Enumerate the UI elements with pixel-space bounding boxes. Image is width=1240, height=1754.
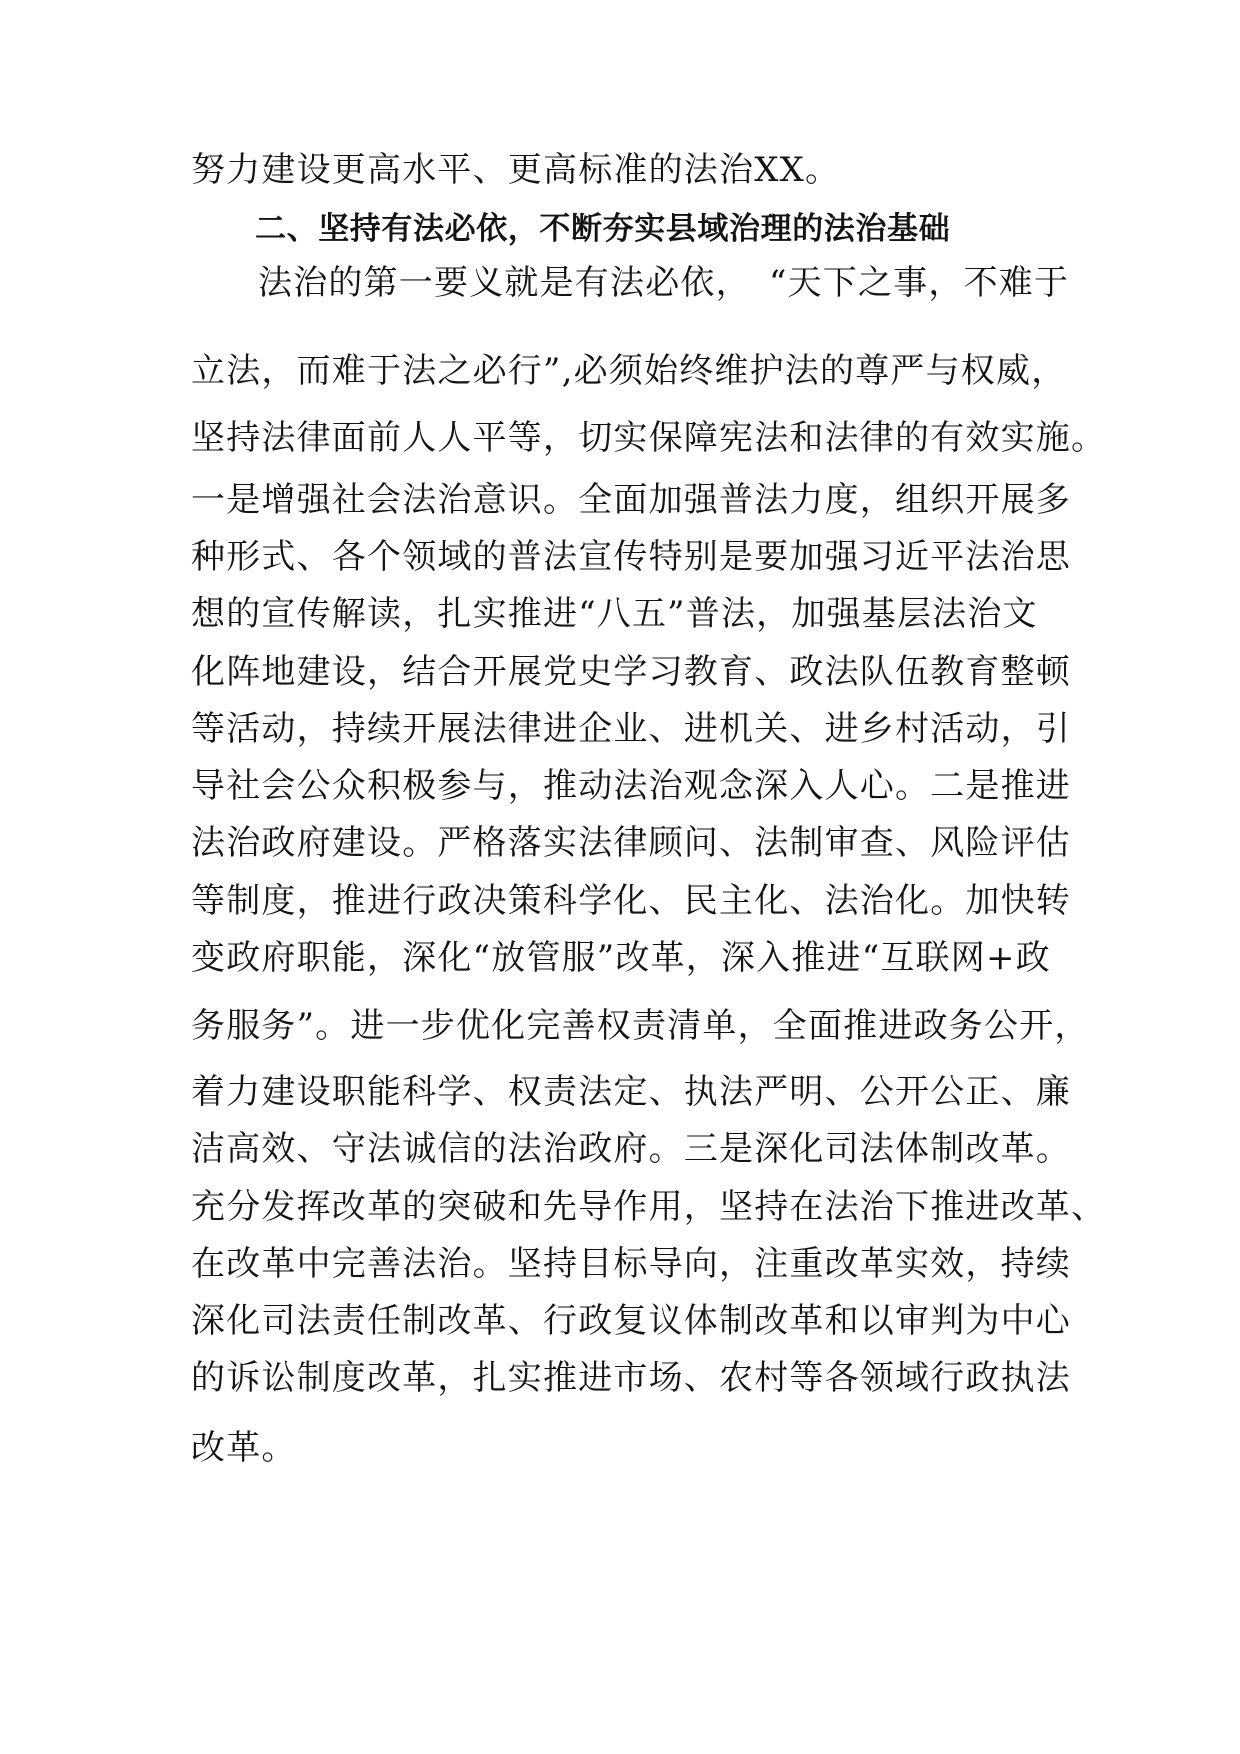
paragraph-line: 深化司法责任制改革、行政复议体制改革和以审判为中心 (191, 1301, 1071, 1341)
paragraph-line: 变政府职能，深化“放管服”改革，深入推进“互联网+政 (191, 938, 1051, 978)
paragraph-line: 坚持法律面前人人平等，切实保障宪法和法律的有效实施。 (191, 418, 1107, 458)
paragraph-line: 努力建设更高水平、更高标准的法治XX。 (191, 150, 841, 190)
paragraph-line: 的诉讼制度改革，扎实推进市场、农村等各领域行政执法 (191, 1358, 1071, 1398)
paragraph-line: 改革。 (191, 1428, 297, 1468)
paragraph-line: 种形式、各个领域的普法宣传特别是要加强习近平法治思 (191, 537, 1071, 577)
paragraph-line: 导社会公众积极参与，推动法治观念深入人心。二是推进 (191, 766, 1071, 806)
paragraph-line: 法治政府建设。严格落实法律顾问、法制审查、风险评估 (191, 823, 1071, 863)
paragraph-line: 洁高效、守法诚信的法治政府。三是深化司法体制改革。 (191, 1129, 1071, 1169)
paragraph-line: 在改革中完善法治。坚持目标导向，注重改革实效，持续 (191, 1244, 1071, 1284)
paragraph-line: 等活动，持续开展法律进企业、进机关、进乡村活动，引 (191, 709, 1071, 749)
paragraph-line: 立法，而难于法之必行”,必须始终维护法的尊严与权威， (191, 351, 1067, 391)
paragraph-line: 想的宣传解读，扎实推进“八五”普法，加强基层法治文 (191, 594, 1038, 634)
paragraph-line: 充分发挥改革的突破和先导作用，坚持在法治下推进改革、 (191, 1187, 1107, 1227)
section-heading: 二、坚持有法必依，不断夯实县域治理的法治基础 (255, 211, 951, 247)
paragraph-line: 务服务”。进一步优化完善权责清单，全面推进政务公开， (191, 1006, 1090, 1046)
paragraph-line: 一是增强社会法治意识。全面加强普法力度，组织开展多 (191, 480, 1071, 520)
paragraph-line: 法治的第一要义就是有法必依， “天下之事，不难于 (258, 263, 1070, 303)
paragraph-line: 等制度，推进行政决策科学化、民主化、法治化。加快转 (191, 881, 1071, 921)
paragraph-line: 着力建设职能科学、权责法定、执法严明、公开公正、廉 (191, 1072, 1071, 1112)
paragraph-line: 化阵地建设，结合开展党史学习教育、政法队伍教育整顿 (191, 652, 1071, 692)
